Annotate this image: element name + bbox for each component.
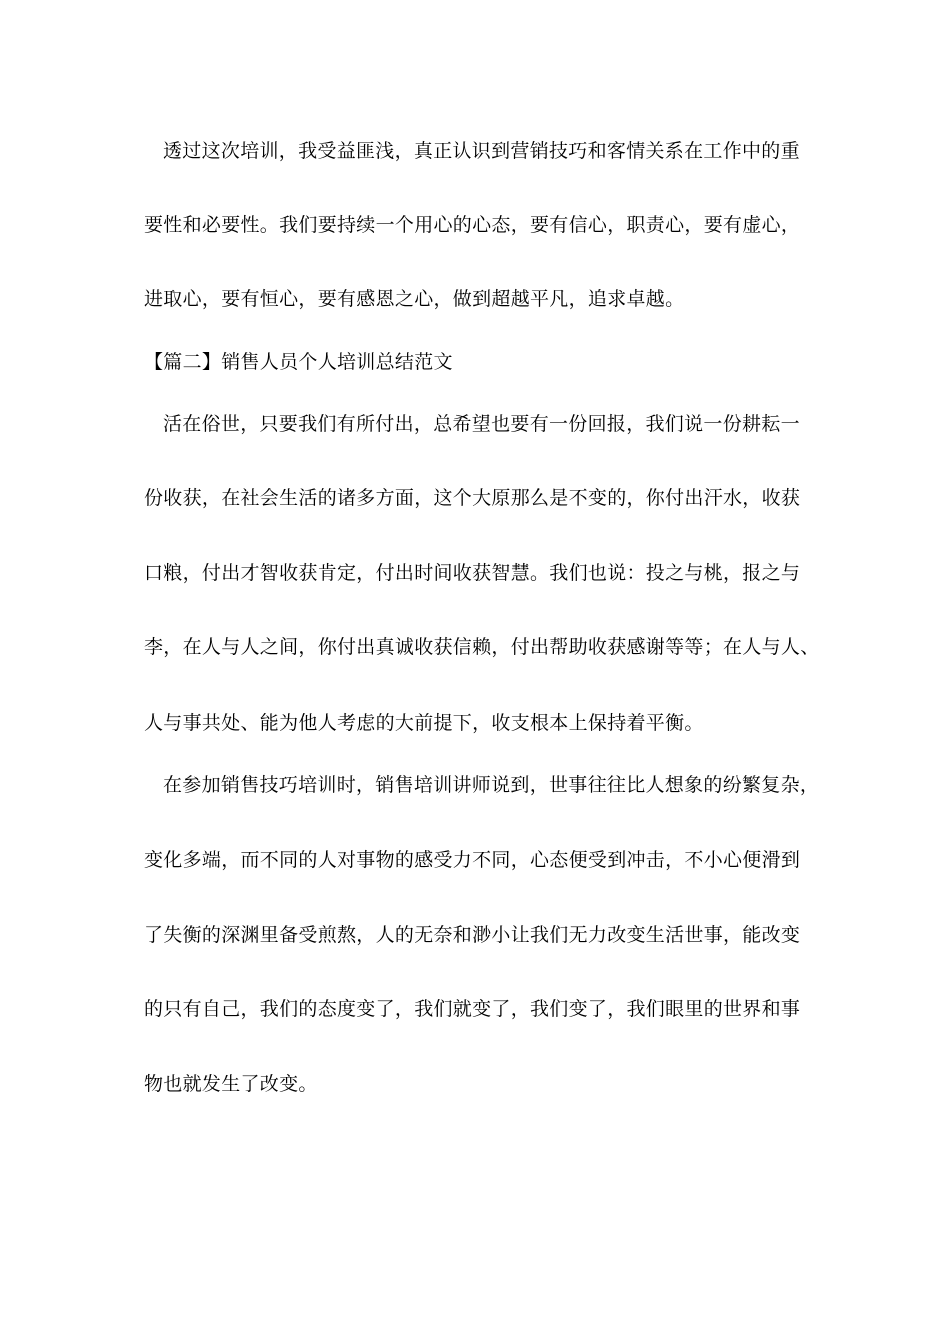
paragraph-1-line-3: 进取心，要有恒心，要有感恩之心，做到超越平凡，追求卓越。 xyxy=(144,288,685,310)
paragraph-2-line-1: 活在俗世，只要我们有所付出，总希望也要有一份回报，我们说一份耕耘一 xyxy=(163,413,800,435)
paragraph-3-line-5: 物也就发生了改变。 xyxy=(144,1073,318,1095)
paragraph-1-line-1: 透过这次培训，我受益匪浅，真正认识到营销技巧和客情关系在工作中的重 xyxy=(163,140,800,162)
paragraph-3-line-2: 变化多端，而不同的人对事物的感受力不同，心态便受到冲击，不小心便滑到 xyxy=(144,849,801,871)
paragraph-3-line-4: 的只有自己，我们的态度变了，我们就变了，我们变了，我们眼里的世界和事 xyxy=(144,998,801,1020)
paragraph-2-line-5: 人与事共处、能为他人考虑的大前提下，收支根本上保持着平衡。 xyxy=(144,712,704,734)
paragraph-3-line-1: 在参加销售技巧培训时，销售培训讲师说到，世事往往比人想象的纷繁复杂， xyxy=(163,774,820,796)
paragraph-2-line-2: 份收获，在社会生活的诸多方面，这个大原那么是不变的，你付出汗水，收获 xyxy=(144,487,801,509)
section-heading: 【篇二】销售人员个人培训总结范文 xyxy=(144,351,453,373)
paragraph-2-line-4: 李，在人与人之间，你付出真诚收获信赖，付出帮助收获感谢等等；在人与人、 xyxy=(144,636,820,658)
paragraph-1-line-2: 要性和必要性。我们要持续一个用心的心态，要有信心，职责心，要有虚心， xyxy=(144,214,801,236)
paragraph-3-line-3: 了失衡的深渊里备受煎熬，人的无奈和渺小让我们无力改变生活世事，能改变 xyxy=(144,924,801,946)
paragraph-2-line-3: 口粮，付出才智收获肯定，付出时间收获智慧。我们也说：投之与桃，报之与 xyxy=(144,562,801,584)
